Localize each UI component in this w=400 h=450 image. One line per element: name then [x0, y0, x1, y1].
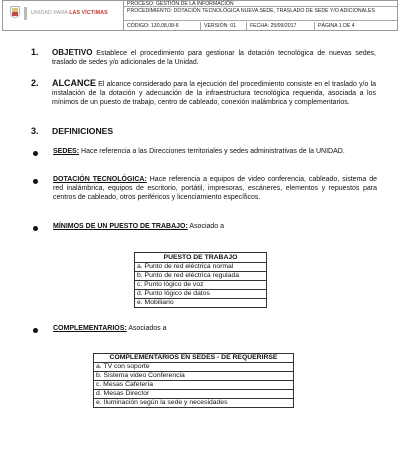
section-3-title: DEFINICIONES — [52, 126, 114, 136]
complementarios-table — [93, 353, 294, 408]
section-1-number: 1. — [31, 47, 39, 57]
document-header — [2, 0, 398, 31]
table-row: e. Iluminación según la sede y necesidades — [94, 399, 294, 408]
term-minimos: MÍNIMOS DE UN PUESTO DE TRABAJO: — [53, 223, 188, 230]
section-2-number: 2. — [31, 78, 39, 88]
section-1-text: Establece el procedimiento para gestionar la dotación tecnológica de nuevas sedes, traslado de sedes y/o adicionales de la Unidad. — [52, 50, 376, 67]
puesto-de-trabajo-table — [134, 252, 267, 308]
logo-text: UNIDAD PARA LAS VÍCTIMAS — [31, 10, 108, 16]
section-2-title: ALCANCE — [52, 78, 96, 88]
definition-sedes — [53, 147, 377, 156]
term-complementarios: COMPLEMENTARIOS: — [53, 325, 127, 332]
section-alcance — [52, 79, 376, 108]
procedure-label: PROCEDIMIENTO: DOTACIÓN TECNOLÓGICA NUEVA SEDE, TRASLADO DE SEDE Y/O ADICIONALES — [124, 7, 397, 21]
table-row: b. Sistema video Conferencia — [94, 372, 294, 381]
table-row: c. Mesas Cafetería — [94, 381, 294, 390]
definition-minimos-text: Asociado a — [187, 223, 225, 230]
table-header: COMPLEMENTARIOS EN SEDES - DE REQUERIRSE — [94, 354, 294, 363]
term-dotacion: DOTACIÓN TECNOLÓGICA: — [53, 176, 147, 183]
definition-minimos — [53, 222, 377, 231]
header-info — [124, 1, 397, 30]
table-row: d. Punto lógico de datos — [135, 290, 267, 299]
table-row: e. Mobiliario — [135, 299, 267, 308]
table-row: d. Mesas Director — [94, 390, 294, 399]
logo-divider — [24, 7, 27, 20]
page-label: PÁGINA 1 DE 4 — [318, 23, 355, 29]
table-row: b. Punto de red eléctrica regulada — [135, 272, 267, 281]
section-objetivo — [52, 48, 376, 67]
code-label: CÓDIGO: 130,08,08-6 — [124, 22, 201, 30]
bullet-icon — [33, 179, 38, 184]
bullet-icon — [33, 328, 38, 333]
section-1-title: OBJETIVO — [52, 48, 93, 57]
definition-complementarios-text: Asociados a — [126, 325, 167, 332]
date-label: FECHA: 25/09/2017 — [247, 22, 315, 30]
section-3-number: 3. — [31, 126, 39, 136]
section-2-text: El alcance considerado para la ejecución del procedimiento consiste en el traslado y/o la instalación de la dotación y adecuación de la infraestructura tecnológica requerida, asociada a los mínimos de un puesto de trabajo, centro de cableado, conexión inalámbrica y complementarios. — [52, 81, 376, 107]
version-label: VERSIÓN: 01 — [201, 22, 247, 30]
definition-complementarios — [53, 324, 377, 333]
logo-cell — [3, 1, 124, 30]
definition-sedes-text: Hace referencia a las Direcciones territoriales y sedes administrativas de la UNIDAD. — [79, 148, 345, 155]
table-row: c. Punto lógico de voz — [135, 281, 267, 290]
table-row: a. Punto de red eléctrica normal — [135, 263, 267, 272]
process-label: PROCESO: GESTIÓN DE LA INFORMACIÓN — [124, 1, 397, 7]
table-header: PUESTO DE TRABAJO — [135, 253, 267, 263]
definition-dotacion-text: Hace referencia a equipos de video conferencia, cableado, sistema de red inalámbrica, equipos de escritorio, portátil, impresoras, escáneres, elementos y repuestos para centros de cableado, otros periféricos y licenciamiento específicos. — [53, 176, 378, 202]
bullet-icon — [33, 226, 38, 231]
table-row: a. TV con soporte — [94, 363, 294, 372]
header-meta-row — [124, 22, 397, 30]
definition-dotacion — [53, 175, 377, 203]
bullet-icon — [33, 151, 38, 156]
term-sedes: SEDES: — [53, 148, 80, 155]
coat-of-arms-icon — [10, 6, 20, 18]
